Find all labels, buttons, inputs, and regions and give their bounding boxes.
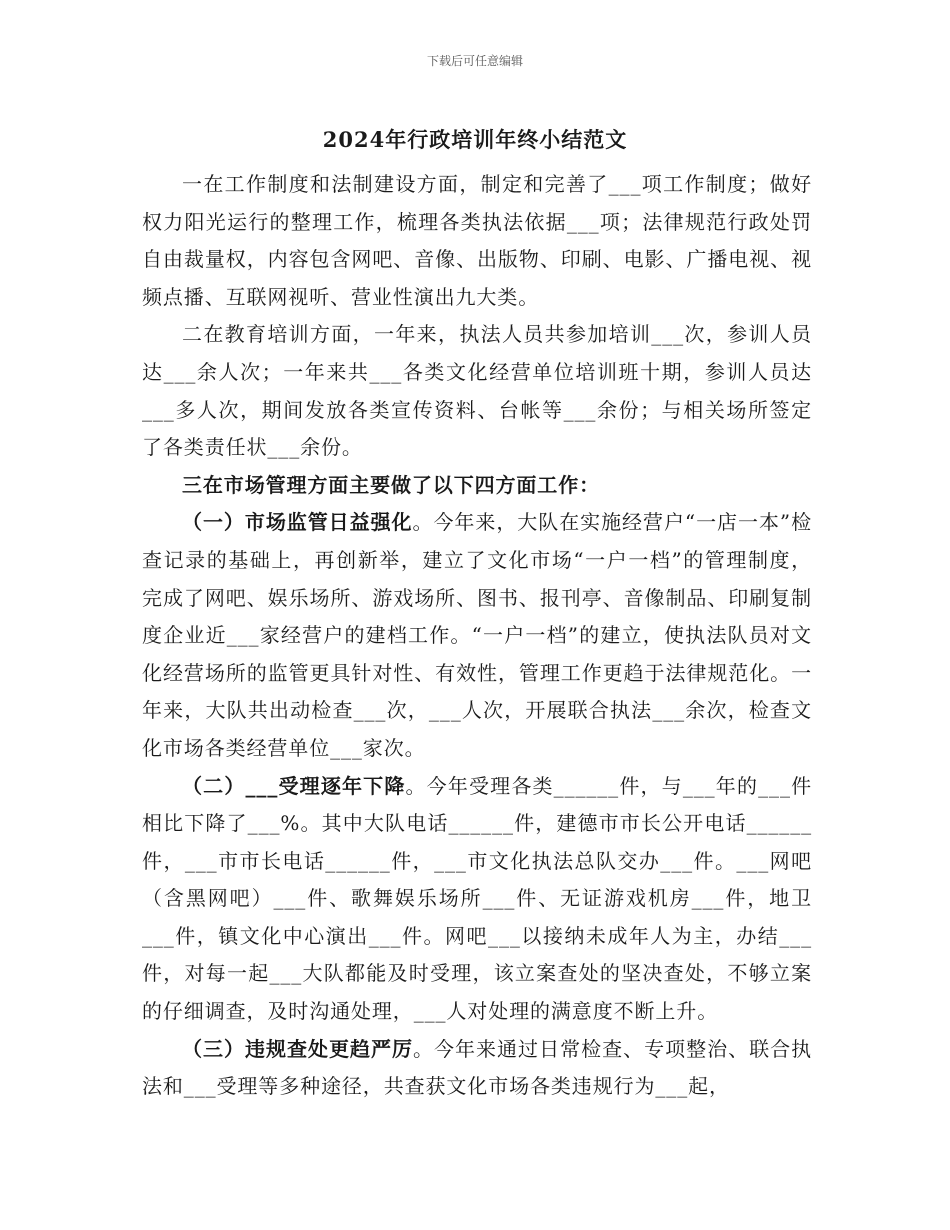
paragraph-text: 。今年来，大队在实施经营户“一店一本”检查记录的基础上，再创新举，建立了文化市场“一户一档”的管理制度，完成了网吧、娱乐场所、游戏场所、图书、报刊亭、音像制品、印刷复制度企业近___家经营户的建档工作。“一户一档”的建立，使执法队员对文化经营场所的监管更具针对性、有效性，管理工作更趋于法律规范化。一年来，大队共出动检查___次，___人次，开展联合执法___余次，检查文化市场各类经营单位___家次。 (142, 510, 813, 760)
page-header-note: 下载后可任意编辑 (426, 54, 523, 68)
paragraph-text: 。今年受理各类______件，与___年的___件相比下降了___%。其中大队电话______件，建德市市长公开电话______件，___市市长电话______件，___市文化执法总队交办___件。___网吧（含黑网吧）___件、歌舞娱乐场所___件、无证游戏机房___件，地卫___件，镇文化中心演出___件。网吧___以接纳未成年人为主，办结___件，对每一起___大队都能及时受理，该立案查处的坚决查处，不够立案的仔细调查，及时沟通处理，___人对处理的满意度不断上升。 (142, 773, 813, 1024)
paragraph-system-building: 一在工作制度和法制建设方面，制定和完善了___项工作制度；做好权力阳光运行的整理工作，梳理各类执法依据___项；法律规范行政处罚自由裁量权，内容包含网吧、音像、出版物、印刷、电影、广播电视、视频点播、互联网视听、营业性演出九大类。 (142, 172, 812, 309)
document-body (142, 166, 812, 1106)
paragraph-complaints (142, 768, 812, 1031)
paragraph-market-supervision (142, 504, 812, 767)
paragraph-text: 。今年来通过日常检查、专项整治、联合执法和___受理等多种途径，共查获文化市场各类违规行为___起， (142, 1036, 812, 1099)
paragraph-training: 二在教育培训方面，一年来，执法人员共参加培训___次，参训人员达___余人次；一年来共___各类文化经营单位培训班十期，参训人员达___多人次，期间发放各类宣传资料、台帐等___余份；与相关场所签定了各类责任状___余份。 (142, 322, 812, 460)
paragraph-violations (142, 1031, 812, 1106)
paragraph-market-heading: 三在市场管理方面主要做了以下四方面工作： (182, 472, 600, 497)
section-lead-blank: ___ (245, 773, 279, 798)
section-lead-supervision: （一）市场监管日益强化 (182, 510, 413, 535)
section-lead-complaints: 受理逐年下降 (278, 773, 406, 798)
section-lead-number: （二） (182, 773, 246, 798)
document-title: 2024年行政培训年终小结范文 (322, 127, 628, 152)
section-lead-violations: （三）违规查处更趋严厉 (182, 1036, 414, 1061)
